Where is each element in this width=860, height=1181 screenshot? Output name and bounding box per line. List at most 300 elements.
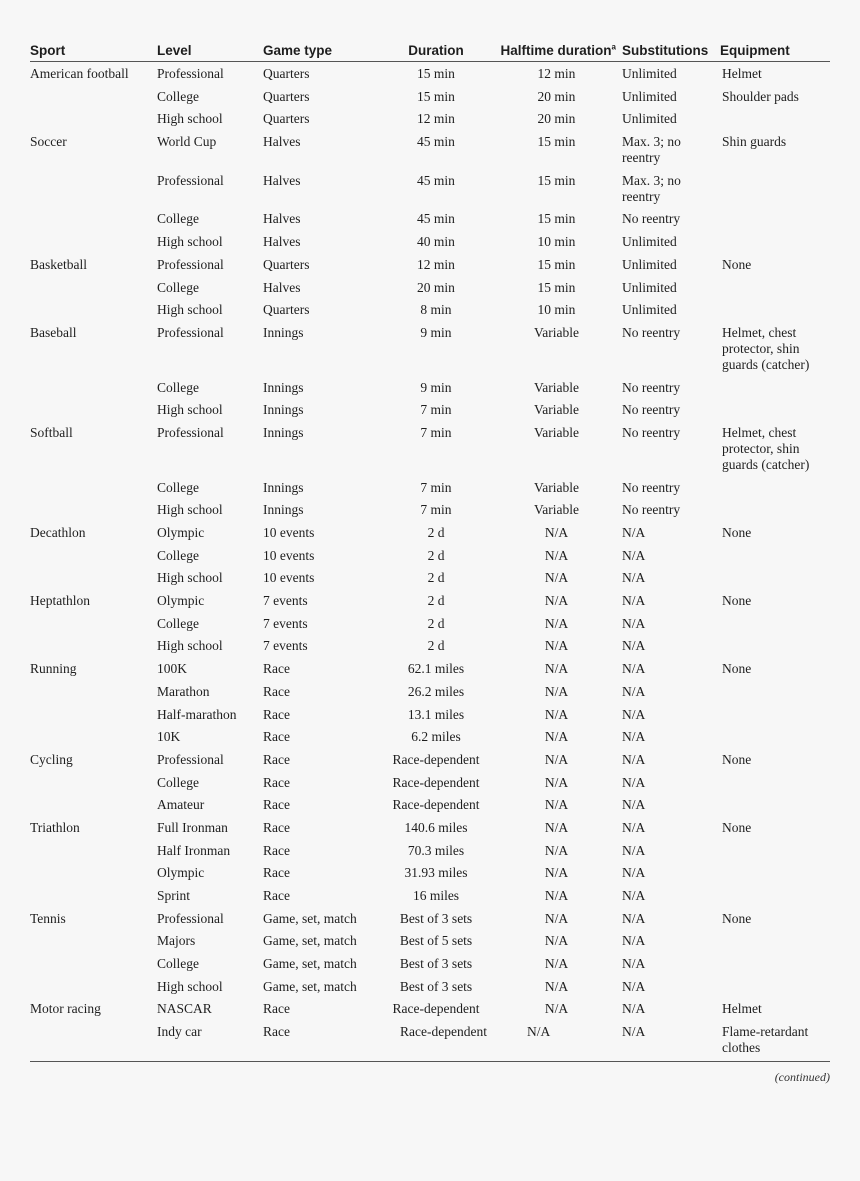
cell-duration: 45 min <box>417 172 455 188</box>
cell-halftime: 15 min <box>537 279 576 295</box>
cell-halftime: N/A <box>544 956 569 972</box>
cell-level: World Cup <box>157 134 217 150</box>
table-header-row <box>30 40 830 62</box>
cell-sport <box>30 1021 157 1060</box>
header-sport: Sport <box>30 40 157 62</box>
header-halftime <box>491 40 622 62</box>
cell-sport <box>30 635 157 658</box>
cell-duration: Best of 3 sets <box>399 978 473 994</box>
cell-duration: 12 min <box>417 256 455 272</box>
cell-duration: Race-dependent <box>400 1024 487 1040</box>
cell-level: High school <box>157 502 223 518</box>
cell-halftime: N/A <box>544 638 569 654</box>
cell-substitutions: Unlimited <box>622 88 677 104</box>
cell-halftime: 12 min <box>537 66 576 81</box>
cell-sport <box>30 930 157 953</box>
cell-halftime: 15 min <box>537 172 576 188</box>
cell-substitutions: Max. 3; no reentry <box>622 172 681 204</box>
cell-halftime: Variable <box>534 324 579 340</box>
cell-halftime: N/A <box>527 1024 551 1040</box>
cell-equipment <box>720 726 830 749</box>
cell-substitutions: N/A <box>622 1024 646 1040</box>
cell-duration: 70.3 miles <box>407 842 465 858</box>
cell-halftime: N/A <box>544 525 569 540</box>
cell-sport <box>30 399 157 422</box>
cell-sport <box>30 772 157 795</box>
cell-sport <box>30 108 157 131</box>
cell-game-type: Race <box>263 797 290 813</box>
cell-game-type: Race <box>263 1024 290 1040</box>
header-substitutions: Substitutions <box>622 40 720 62</box>
cell-game-type: Race <box>263 729 290 745</box>
table-row <box>30 590 830 613</box>
cell-equipment: None <box>722 751 752 767</box>
cell-halftime: 20 min <box>537 88 576 104</box>
cell-game-type: Halves <box>263 234 301 250</box>
cell-sport <box>30 231 157 254</box>
cell-substitutions: No reentry <box>622 502 681 518</box>
cell-sport <box>30 208 157 231</box>
cell-game-type: 10 events <box>263 570 315 586</box>
cell-sport: Heptathlon <box>30 593 90 609</box>
cell-level: Professional <box>157 910 224 926</box>
table-row <box>30 299 830 322</box>
cell-game-type: Innings <box>263 502 304 518</box>
cell-halftime: N/A <box>544 683 569 699</box>
table-row <box>30 131 830 170</box>
cell-level: Amateur <box>157 797 205 813</box>
cell-level: College <box>157 956 199 972</box>
cell-halftime: 15 min <box>537 134 576 150</box>
cell-sport <box>30 885 157 908</box>
cell-duration: 13.1 miles <box>407 706 465 722</box>
cell-game-type: Halves <box>263 211 301 227</box>
cell-substitutions: N/A <box>622 683 646 699</box>
cell-game-type: Quarters <box>263 302 310 318</box>
cell-sport: Soccer <box>30 134 67 150</box>
cell-substitutions: N/A <box>622 593 646 609</box>
cell-sport <box>30 681 157 704</box>
cell-substitutions: Unlimited <box>622 234 677 250</box>
cell-level: Professional <box>157 172 224 188</box>
cell-game-type: Quarters <box>263 88 310 104</box>
cell-sport <box>30 976 157 999</box>
cell-game-type: Innings <box>263 479 304 495</box>
table-row <box>30 817 830 840</box>
table-row <box>30 726 830 749</box>
cell-level: College <box>157 279 199 295</box>
cell-equipment <box>720 377 830 400</box>
cell-sport: Running <box>30 661 77 677</box>
cell-equipment: Helmet, chest protector, shin guards (catcher) <box>722 424 810 472</box>
cell-game-type: Innings <box>263 324 304 340</box>
cell-duration: 26.2 miles <box>407 683 465 699</box>
cell-equipment <box>720 545 830 568</box>
table-row <box>30 1021 830 1060</box>
cell-duration: 16 miles <box>412 888 460 903</box>
cell-halftime: N/A <box>544 933 569 949</box>
cell-substitutions: No reentry <box>622 324 681 340</box>
table-row <box>30 953 830 976</box>
cell-halftime: N/A <box>544 865 569 881</box>
cell-duration: 7 min <box>420 502 452 518</box>
cell-equipment <box>720 108 830 131</box>
cell-level: Professional <box>157 324 224 340</box>
cell-game-type: Race <box>263 751 290 767</box>
cell-substitutions: N/A <box>622 774 646 790</box>
cell-equipment: None <box>722 256 752 272</box>
cell-halftime: N/A <box>544 615 569 631</box>
cell-game-type: Race <box>263 888 290 903</box>
cell-sport <box>30 953 157 976</box>
cell-sport <box>30 704 157 727</box>
cell-sport <box>30 86 157 109</box>
cell-level: Professional <box>157 256 224 272</box>
table-row <box>30 567 830 590</box>
cell-level: 10K <box>157 729 181 745</box>
cell-equipment <box>720 277 830 300</box>
cell-duration: 20 min <box>417 279 455 295</box>
cell-duration: 9 min <box>420 379 452 395</box>
cell-duration: 2 d <box>427 615 445 631</box>
cell-level: Half Ironman <box>157 842 231 858</box>
header-halftime-footnote: a <box>611 42 616 52</box>
cell-equipment <box>720 170 830 209</box>
cell-sport <box>30 794 157 817</box>
cell-game-type: Halves <box>263 134 301 150</box>
header-level: Level <box>157 40 263 62</box>
cell-sport: Baseball <box>30 324 77 340</box>
cell-sport: Cycling <box>30 751 73 767</box>
table-row <box>30 840 830 863</box>
table-row <box>30 930 830 953</box>
cell-equipment <box>720 704 830 727</box>
cell-duration: Best of 5 sets <box>399 933 473 949</box>
cell-halftime: N/A <box>544 751 569 767</box>
table-row <box>30 254 830 277</box>
cell-equipment <box>720 862 830 885</box>
cell-game-type: Quarters <box>263 66 310 81</box>
cell-level: High school <box>157 638 223 654</box>
table-row <box>30 477 830 500</box>
cell-substitutions: Unlimited <box>622 111 677 127</box>
cell-halftime: N/A <box>544 1001 569 1017</box>
cell-game-type: 7 events <box>263 615 308 631</box>
cell-game-type: Race <box>263 842 290 858</box>
cell-game-type: Quarters <box>263 111 310 127</box>
cell-halftime: Variable <box>534 502 579 518</box>
cell-game-type: Innings <box>263 379 304 395</box>
table-row <box>30 998 830 1021</box>
cell-substitutions: N/A <box>622 547 646 563</box>
cell-equipment: Flame-retardant clothes <box>722 1024 809 1056</box>
cell-game-type: Game, set, match <box>263 956 357 972</box>
cell-level: College <box>157 547 199 563</box>
cell-level: NASCAR <box>157 1001 212 1017</box>
cell-equipment <box>720 840 830 863</box>
table-row <box>30 681 830 704</box>
cell-equipment <box>720 399 830 422</box>
cell-level: College <box>157 615 199 631</box>
cell-substitutions: N/A <box>622 933 646 949</box>
cell-substitutions: No reentry <box>622 424 681 440</box>
cell-level: Half-marathon <box>157 706 237 722</box>
cell-equipment <box>720 231 830 254</box>
table-row <box>30 772 830 795</box>
cell-duration: 31.93 miles <box>404 865 468 881</box>
table-row <box>30 208 830 231</box>
cell-substitutions: N/A <box>622 1001 646 1017</box>
cell-equipment <box>720 613 830 636</box>
cell-halftime: N/A <box>544 729 569 745</box>
cell-halftime: N/A <box>544 593 569 609</box>
cell-substitutions: Unlimited <box>622 256 677 272</box>
table-row <box>30 908 830 931</box>
cell-sport: Decathlon <box>30 525 86 540</box>
cell-level: Olympic <box>157 525 205 540</box>
cell-game-type: Game, set, match <box>263 978 357 994</box>
cell-level: High school <box>157 111 223 127</box>
cell-game-type: Innings <box>263 402 304 418</box>
table-row <box>30 885 830 908</box>
cell-equipment <box>720 635 830 658</box>
cell-duration: 40 min <box>417 234 455 250</box>
table-row <box>30 794 830 817</box>
cell-sport: Softball <box>30 424 73 440</box>
cell-equipment: Shoulder pads <box>722 88 799 104</box>
cell-duration: 8 min <box>420 302 452 318</box>
cell-duration: 7 min <box>420 479 452 495</box>
cell-halftime: N/A <box>544 978 569 994</box>
cell-level: College <box>157 211 199 227</box>
cell-sport <box>30 477 157 500</box>
cell-duration: Race-dependent <box>392 774 480 790</box>
cell-duration: Race-dependent <box>392 1001 480 1017</box>
cell-equipment <box>720 681 830 704</box>
cell-duration: 2 d <box>427 525 445 540</box>
cell-halftime: N/A <box>544 774 569 790</box>
cell-game-type: 7 events <box>263 593 308 609</box>
cell-substitutions: N/A <box>622 819 646 835</box>
cell-level: Indy car <box>157 1024 202 1040</box>
cell-substitutions: N/A <box>622 842 646 858</box>
header-halftime-label: Halftime duration <box>500 43 612 58</box>
cell-duration: Best of 3 sets <box>399 956 473 972</box>
cell-game-type: Race <box>263 774 290 790</box>
table-row <box>30 86 830 109</box>
cell-game-type: Race <box>263 683 290 699</box>
cell-substitutions: N/A <box>622 865 646 881</box>
cell-duration: 45 min <box>417 134 455 150</box>
cell-level: Olympic <box>157 865 205 881</box>
cell-game-type: Halves <box>263 279 301 295</box>
cell-level: Full Ironman <box>157 819 228 835</box>
cell-game-type: Game, set, match <box>263 933 357 949</box>
cell-level: High school <box>157 402 223 418</box>
cell-equipment: Helmet, chest protector, shin guards (catcher) <box>722 324 810 372</box>
table-row <box>30 170 830 209</box>
cell-duration: 7 min <box>420 424 452 440</box>
cell-duration: 15 min <box>417 88 455 104</box>
cell-level: High school <box>157 978 223 994</box>
cell-duration: Best of 3 sets <box>399 910 473 926</box>
cell-substitutions: Unlimited <box>622 302 677 318</box>
cell-sport <box>30 726 157 749</box>
cell-duration: 2 d <box>427 570 445 586</box>
cell-sport <box>30 567 157 590</box>
cell-game-type: Race <box>263 865 290 881</box>
cell-halftime: N/A <box>544 706 569 722</box>
cell-halftime: Variable <box>534 479 579 495</box>
cell-level: Olympic <box>157 593 205 609</box>
table-row <box>30 522 830 545</box>
cell-substitutions: N/A <box>622 978 646 994</box>
cell-sport: Triathlon <box>30 819 80 835</box>
cell-substitutions: N/A <box>622 729 646 745</box>
cell-sport: Motor racing <box>30 1001 101 1017</box>
cell-game-type: Race <box>263 661 290 677</box>
header-duration: Duration <box>381 40 491 62</box>
cell-equipment: None <box>722 661 752 677</box>
cell-equipment <box>720 930 830 953</box>
cell-game-type: Innings <box>263 424 304 440</box>
cell-substitutions: N/A <box>622 661 646 677</box>
cell-level: Professional <box>157 66 224 81</box>
cell-level: Marathon <box>157 683 210 699</box>
table-row <box>30 704 830 727</box>
table-row <box>30 749 830 772</box>
cell-equipment: None <box>722 593 752 609</box>
cell-halftime: N/A <box>544 888 569 903</box>
cell-substitutions: N/A <box>622 797 646 813</box>
table-row <box>30 377 830 400</box>
cell-equipment: None <box>722 819 752 835</box>
table-row <box>30 613 830 636</box>
cell-sport <box>30 862 157 885</box>
cell-duration: Race-dependent <box>392 797 480 813</box>
continued-label: (continued) <box>774 1069 830 1084</box>
cell-substitutions: No reentry <box>622 379 681 395</box>
cell-substitutions: Unlimited <box>622 66 677 81</box>
cell-halftime: 10 min <box>537 234 576 250</box>
table-row <box>30 499 830 522</box>
cell-sport <box>30 377 157 400</box>
table-row <box>30 976 830 999</box>
cell-equipment <box>720 953 830 976</box>
cell-duration: 2 d <box>427 638 445 654</box>
cell-equipment <box>720 299 830 322</box>
cell-duration: 15 min <box>417 66 455 81</box>
cell-substitutions: N/A <box>622 910 646 926</box>
cell-substitutions: No reentry <box>622 211 681 227</box>
table-row <box>30 422 830 477</box>
cell-duration: 9 min <box>420 324 452 340</box>
cell-equipment <box>720 499 830 522</box>
cell-sport <box>30 840 157 863</box>
cell-sport <box>30 613 157 636</box>
cell-level: High school <box>157 570 223 586</box>
cell-level: High school <box>157 302 223 318</box>
cell-level: Professional <box>157 751 224 767</box>
cell-halftime: N/A <box>544 819 569 835</box>
cell-level: College <box>157 88 199 104</box>
cell-duration: Race-dependent <box>392 751 480 767</box>
table-row <box>30 108 830 131</box>
cell-halftime: N/A <box>544 547 569 563</box>
cell-substitutions: N/A <box>622 888 646 903</box>
table-bottom-rule <box>30 1061 830 1062</box>
cell-substitutions: N/A <box>622 706 646 722</box>
cell-sport <box>30 545 157 568</box>
cell-substitutions: N/A <box>622 751 646 767</box>
cell-equipment: None <box>722 910 752 926</box>
cell-sport: American football <box>30 66 129 81</box>
cell-level: 100K <box>157 661 187 677</box>
table-body <box>30 62 830 1060</box>
header-equipment: Equipment <box>720 40 830 62</box>
cell-halftime: 15 min <box>537 256 576 272</box>
cell-level: Professional <box>157 424 224 440</box>
sports-table <box>30 40 830 1060</box>
cell-level: Sprint <box>157 888 191 903</box>
cell-game-type: Halves <box>263 172 301 188</box>
cell-duration: 2 d <box>427 547 445 563</box>
table-row <box>30 635 830 658</box>
cell-substitutions: N/A <box>622 570 646 586</box>
cell-duration: 140.6 miles <box>404 819 468 835</box>
cell-sport <box>30 170 157 209</box>
cell-sport <box>30 277 157 300</box>
table-row <box>30 62 830 86</box>
cell-equipment <box>720 885 830 908</box>
cell-duration: 62.1 miles <box>407 661 465 677</box>
cell-level: High school <box>157 234 223 250</box>
cell-duration: 45 min <box>417 211 455 227</box>
cell-halftime: 10 min <box>537 302 576 318</box>
table-row <box>30 658 830 681</box>
cell-halftime: N/A <box>544 797 569 813</box>
cell-duration: 6.2 miles <box>411 729 461 745</box>
cell-duration: 12 min <box>417 111 455 127</box>
cell-sport: Tennis <box>30 910 66 926</box>
cell-level: College <box>157 379 199 395</box>
cell-equipment: None <box>722 525 752 540</box>
cell-halftime: 20 min <box>537 111 576 127</box>
table-page <box>30 40 830 1085</box>
cell-game-type: 7 events <box>263 638 308 654</box>
cell-halftime: Variable <box>534 379 579 395</box>
cell-halftime: Variable <box>534 424 579 440</box>
table-row <box>30 322 830 377</box>
cell-duration: 2 d <box>427 593 445 609</box>
cell-substitutions: No reentry <box>622 479 681 495</box>
cell-substitutions: N/A <box>622 956 646 972</box>
cell-sport <box>30 499 157 522</box>
cell-substitutions: N/A <box>622 638 646 654</box>
header-game-type: Game type <box>263 40 381 62</box>
cell-equipment: Helmet <box>722 66 762 81</box>
cell-equipment <box>720 976 830 999</box>
cell-equipment: Shin guards <box>722 134 787 150</box>
cell-equipment <box>720 567 830 590</box>
cell-level: College <box>157 479 199 495</box>
cell-substitutions: N/A <box>622 615 646 631</box>
cell-substitutions: Unlimited <box>622 279 677 295</box>
cell-sport: Basketball <box>30 256 87 272</box>
cell-equipment <box>720 772 830 795</box>
table-row <box>30 862 830 885</box>
cell-substitutions: No reentry <box>622 402 681 418</box>
